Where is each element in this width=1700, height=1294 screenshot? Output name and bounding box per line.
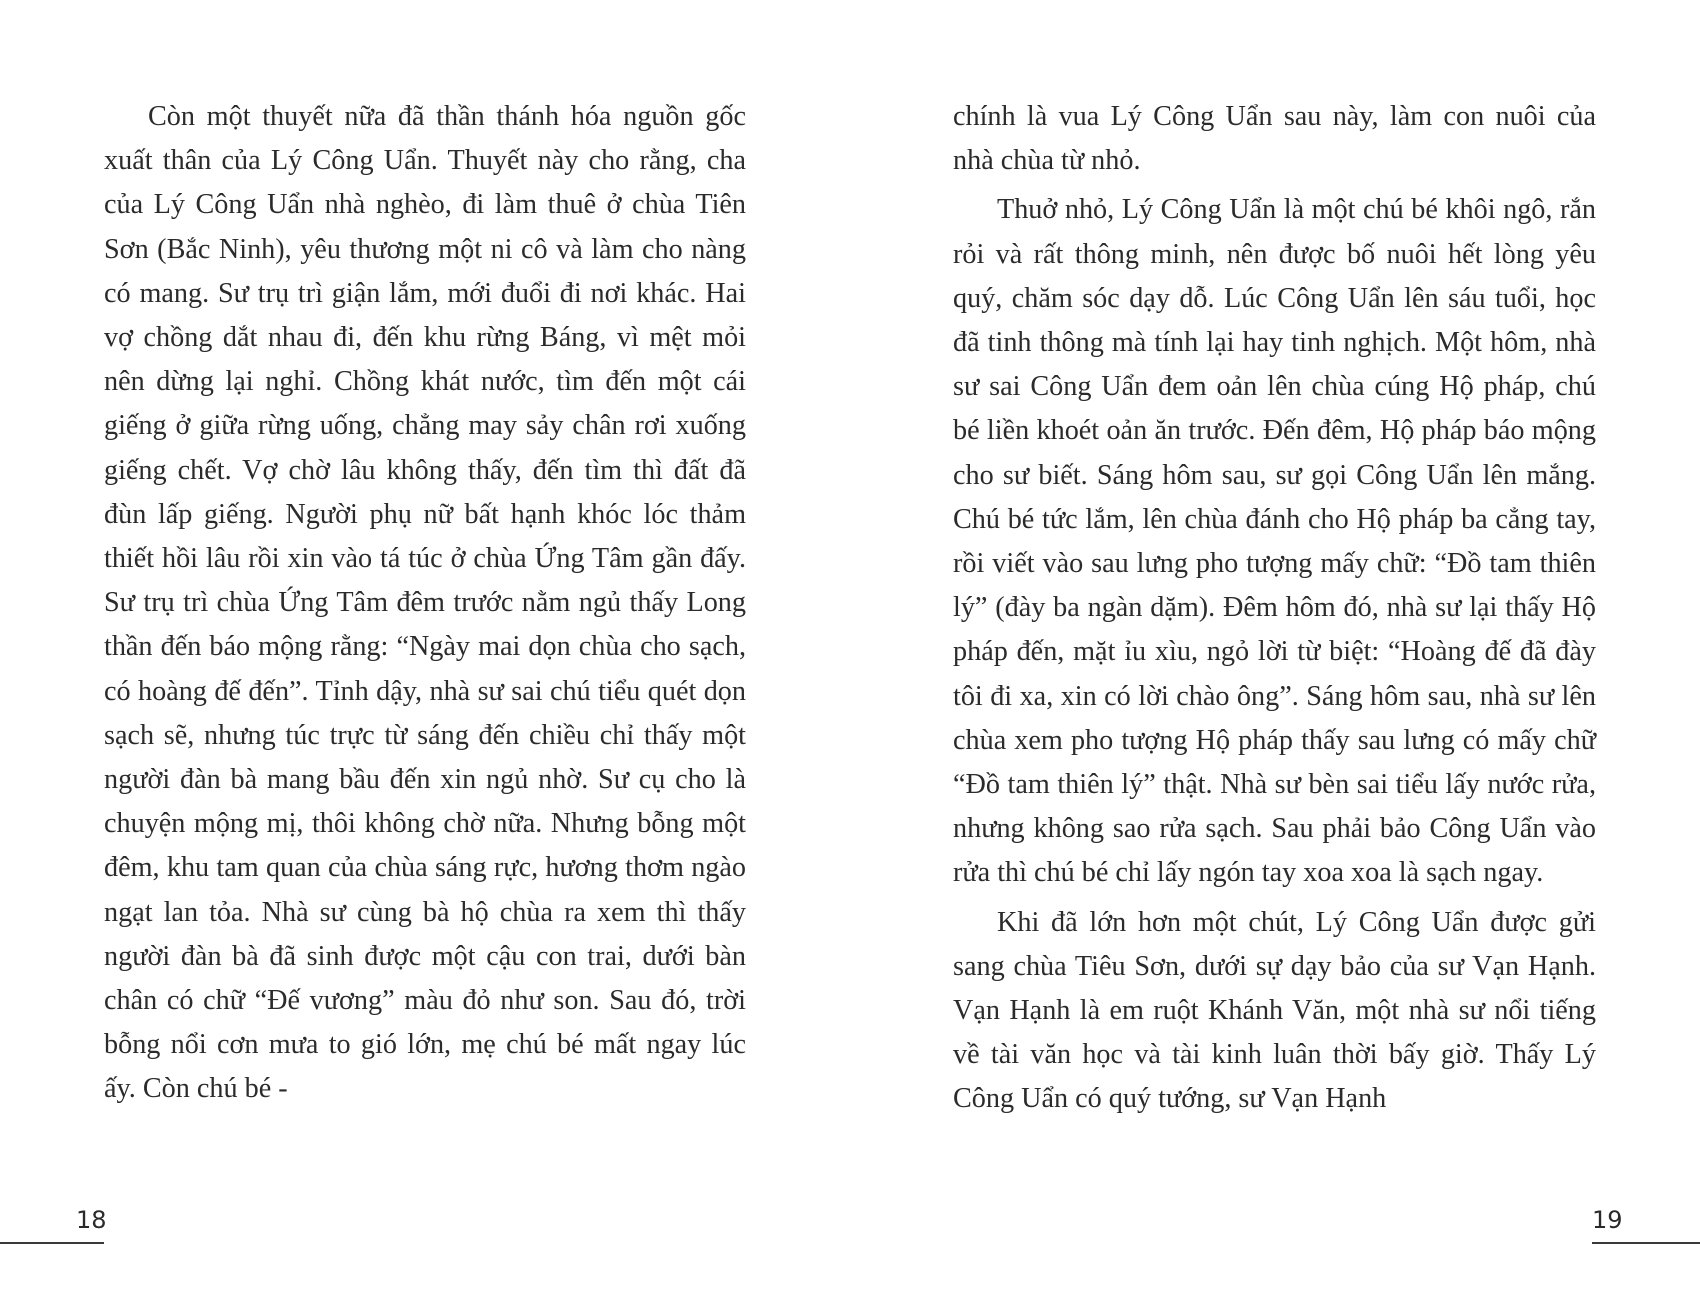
continuation-paragraph: chính là vua Lý Công Uẩn sau này, làm con nuôi của nhà chùa từ nhỏ.: [953, 101, 1596, 177]
page-number: 18: [76, 1206, 107, 1234]
left-page-text-column: [104, 95, 746, 1117]
paragraph: Khi đã lớn hơn một chút, Lý Công Uẩn được gửi sang chùa Tiêu Sơn, dưới sự dạy bảo của sư Vạn Hạnh. Vạn Hạnh là em ruột Khánh Văn, một nhà sư nổi tiếng về tài văn học và tài kinh luân thời bấy giờ. Thấy Lý Công Uẩn có quý tướng, sư Vạn Hạnh: [953, 906, 1596, 1115]
footer-rule: [1592, 1242, 1700, 1244]
footer-rule: [0, 1242, 104, 1244]
page-number: 19: [1592, 1206, 1623, 1234]
paragraph: Thuở nhỏ, Lý Công Uẩn là một chú bé khôi ngô, rắn rỏi và rất thông minh, nên được bố nuôi hết lòng yêu quý, chăm sóc dạy dỗ. Lúc Công Uẩn lên sáu tuổi, học đã tinh thông mà tính lại hay tinh nghịch. Một hôm, nhà sư sai Công Uẩn đem oản lên chùa cúng Hộ pháp, chú bé liền khoét oản ăn trước. Đến đêm, Hộ pháp báo mộng cho sư biết. Sáng hôm sau, sư gọi Công Uẩn lên mắng. Chú bé tức lắm, lên chùa đánh cho Hộ pháp ba cẳng tay, rồi viết vào sau lưng pho tượng mấy chữ: “Đồ tam thiên lý” (đày ba ngàn dặm). Đêm hôm đó, nhà sư lại thấy Hộ pháp đến, mặt ỉu xìu, ngỏ lời từ biệt: “Hoàng đế đã đày tôi đi xa, xin có lời chào ông”. Sáng hôm sau, nhà sư lên chùa xem pho tượng Hộ pháp thấy sau lưng có mấy chữ “Đồ tam thiên lý” thật. Nhà sư bèn sai tiểu lấy nước rửa, nhưng không sao rửa sạch. Sau phải bảo Công Uẩn vào rửa thì chú bé chỉ lấy ngón tay xoa xoa là sạch ngay.: [953, 194, 1596, 889]
paragraph: Còn một thuyết nữa đã thần thánh hóa nguồn gốc xuất thân của Lý Công Uẩn. Thuyết này cho rằng, cha của Lý Công Uẩn nhà nghèo, đi làm thuê ở chùa Tiên Sơn (Bắc Ninh), yêu thương một ni cô và làm cho nàng có mang. Sư trụ trì giận lắm, mới đuổi đi nơi khác. Hai vợ chồng dắt nhau đi, đến khu rừng Báng, vì mệt mỏi nên dừng lại nghỉ. Chồng khát nước, tìm đến một cái giếng ở giữa rừng uống, chẳng may sảy chân rơi xuống giếng chết. Vợ chờ lâu không thấy, đến tìm thì đất đã đùn lấp giếng. Người phụ nữ bất hạnh khóc lóc thảm thiết hồi lâu rồi xin vào tá túc ở chùa Ứng Tâm gần đấy. Sư trụ trì chùa Ứng Tâm đêm trước nằm ngủ thấy Long thần đến báo mộng rằng: “Ngày mai dọn chùa cho sạch, có hoàng đế đến”. Tỉnh dậy, nhà sư sai chú tiểu quét dọn sạch sẽ, nhưng túc trực từ sáng đến chiều chỉ thấy một người đàn bà mang bầu đến xin ngủ nhờ. Sư cụ cho là chuyện mộng mị, thôi không chờ nữa. Nhưng bỗng một đêm, khu tam quan của chùa sáng rực, hương thơm ngào ngạt lan tỏa. Nhà sư cùng bà hộ chùa ra xem thì thấy người đàn bà đã sinh được một cậu con trai, dưới bàn chân có chữ “Đế vương” màu đỏ như son. Sau đó, trời bỗng nổi cơn mưa to gió lớn, mẹ chú bé mất ngay lúc ấy. Còn chú bé -: [104, 101, 746, 1105]
right-page-text-column: [953, 95, 1596, 1127]
right-page: [850, 0, 1700, 1294]
